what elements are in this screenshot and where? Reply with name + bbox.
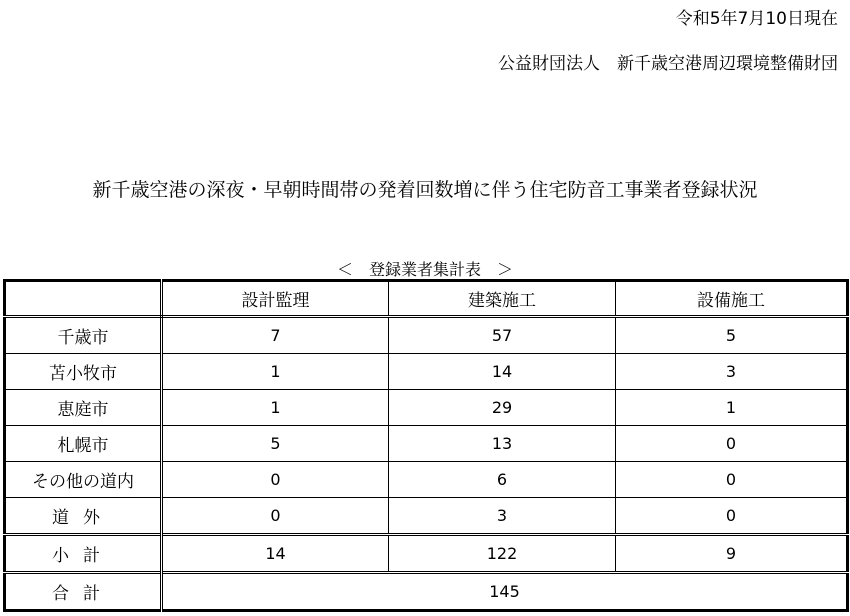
- table-row: [5, 462, 848, 498]
- cell-value: 7: [162, 317, 389, 354]
- cell-value: 57: [389, 317, 616, 354]
- subtotal-value: 14: [162, 535, 389, 573]
- cell-value: 3: [616, 354, 848, 390]
- cell-value: 6: [389, 462, 616, 498]
- as-of-date: 令和5年7月10日現在: [675, 9, 838, 29]
- row-label: 札幌市: [5, 426, 162, 462]
- cell-value: 0: [616, 498, 848, 535]
- corner-cell: [5, 281, 162, 317]
- subtotal-value: 122: [389, 535, 616, 573]
- row-label: 千歳市: [5, 317, 162, 354]
- cell-value: 13: [389, 426, 616, 462]
- row-label: 道外: [5, 498, 162, 535]
- row-label: その他の道内: [5, 462, 162, 498]
- row-label: 恵庭市: [5, 390, 162, 426]
- column-header-design: 設計監理: [162, 281, 389, 317]
- table-row: [5, 354, 848, 390]
- table-row: [5, 498, 848, 535]
- cell-value: 5: [162, 426, 389, 462]
- table-row: [5, 317, 848, 354]
- cell-value: 0: [162, 462, 389, 498]
- cell-value: 0: [616, 462, 848, 498]
- cell-value: 0: [162, 498, 389, 535]
- column-header-equipment: 設備施工: [616, 281, 848, 317]
- cell-value: 5: [616, 317, 848, 354]
- cell-value: 14: [389, 354, 616, 390]
- subtotal-row: [5, 535, 848, 573]
- row-label: 苫小牧市: [5, 354, 162, 390]
- column-header-construction: 建築施工: [389, 281, 616, 317]
- organization-name: 公益財団法人 新千歳空港周辺環境整備財団: [498, 54, 838, 74]
- total-row: [5, 573, 848, 611]
- cell-value: 3: [389, 498, 616, 535]
- registration-summary-table-wrapper: [3, 279, 846, 613]
- cell-value: 1: [616, 390, 848, 426]
- cell-value: 0: [616, 426, 848, 462]
- document-title: 新千歳空港の深夜・早朝時間帯の発着回数増に伴う住宅防音工事業者登録状況: [92, 179, 758, 201]
- total-label: 合計: [5, 573, 162, 611]
- table-caption: ＜ 登録業者集計表 ＞: [336, 260, 513, 279]
- table-header-row: [5, 281, 848, 317]
- total-value: 145: [162, 573, 848, 611]
- registration-summary-table: [3, 279, 849, 612]
- table-row: [5, 426, 848, 462]
- subtotal-value: 9: [616, 535, 848, 573]
- subtotal-label: 小計: [5, 535, 162, 573]
- cell-value: 29: [389, 390, 616, 426]
- table-row: [5, 390, 848, 426]
- cell-value: 1: [162, 354, 389, 390]
- cell-value: 1: [162, 390, 389, 426]
